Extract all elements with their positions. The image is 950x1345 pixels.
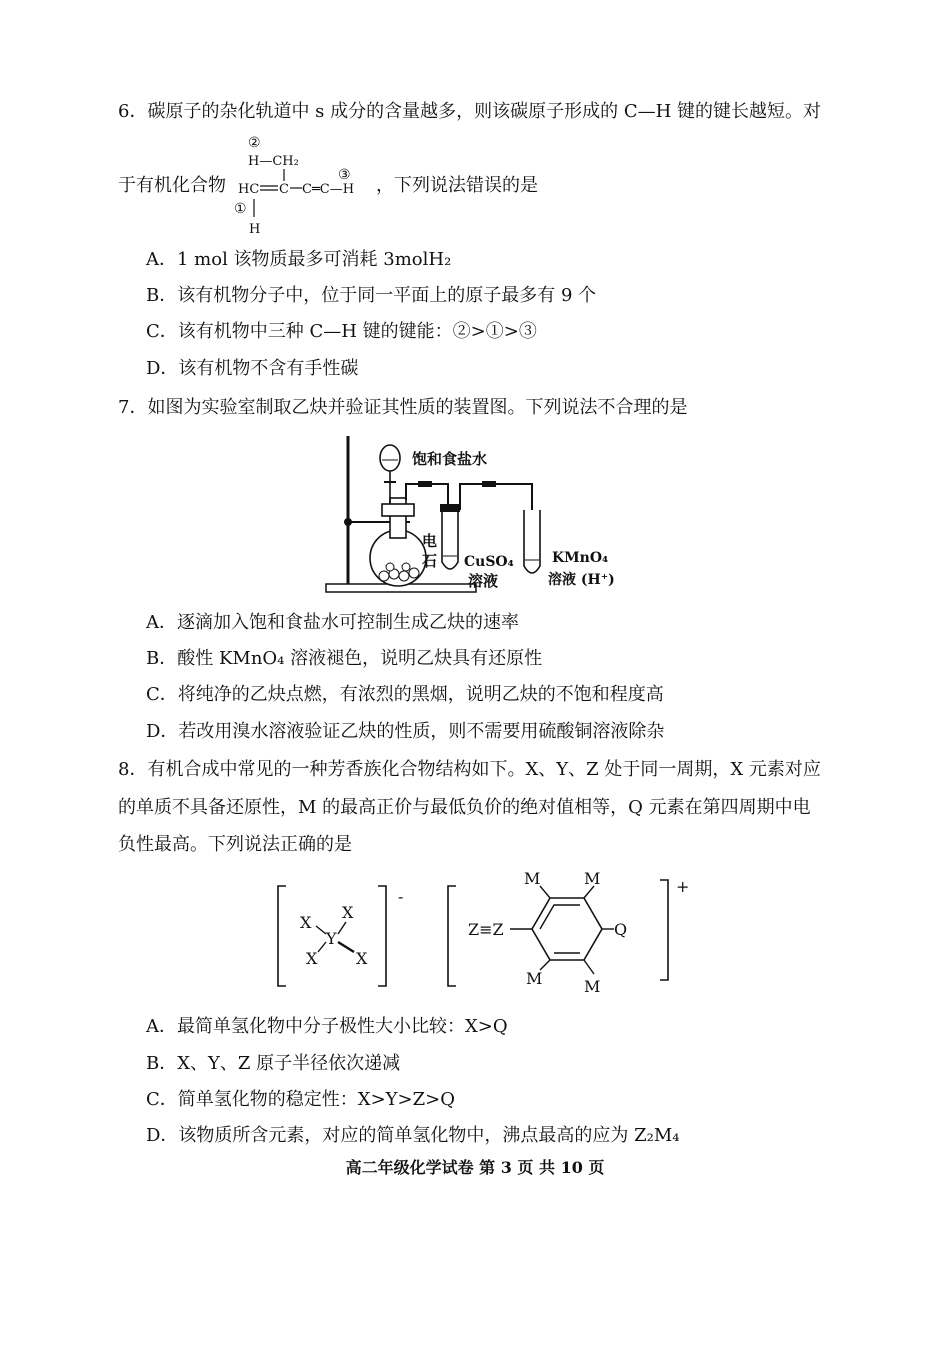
q6-c-triple: C═C—H (302, 182, 355, 197)
page-footer: 高二年级化学试卷 第 3 页 共 10 页 (345, 1158, 605, 1177)
anion-charge: - (398, 887, 404, 906)
q6-c: C (279, 182, 289, 197)
delivery-tube-2 (460, 484, 532, 560)
q7-option-b: B．酸性 KMnO₄ 溶液褪色，说明乙炔具有还原性 (146, 648, 543, 669)
q6-option-b: B．该有机物分子中，位于同一平面上的原子最多有 9 个 (146, 285, 597, 306)
q8-structure-diagram (270, 868, 700, 998)
rubber-joint-2 (482, 481, 496, 487)
anion-y: Y (326, 929, 337, 948)
anion-bracket-right (378, 886, 386, 986)
q6-option-c: C．该有机物中三种 C—H 键的键能：②>①>③ (146, 321, 537, 342)
q7-option-d: D．若改用溴水溶液验证乙炔的性质，则不需要用硫酸铜溶液除杂 (146, 721, 665, 742)
cation-m-4: M (584, 977, 601, 996)
label-tube2-2: 溶液 (H⁺) (548, 572, 615, 588)
label-flask-2: 石 (422, 552, 438, 570)
label-flask-1: 电 (422, 532, 438, 550)
rubber-joint-1 (418, 481, 432, 487)
q8-option-a: A．最简单氢化物中分子极性大小比较：X>Q (146, 1016, 508, 1037)
q6-stem-line1: 6．碳原子的杂化轨道中 s 成分的含量越多，则该碳原子形成的 C—H 键的键长越短。对 (118, 101, 822, 122)
cation-m-3: M (526, 969, 543, 988)
q7-option-a: A．逐滴加入饱和食盐水可控制生成乙炔的速率 (146, 612, 519, 633)
label-tube2-1: KMnO₄ (552, 550, 609, 566)
q8-stem-line2: 的单质不具备还原性，M 的最高正价与最低负价的绝对值相等，Q 元素在第四周期中电 (118, 797, 811, 818)
q7-option-c: C．将纯净的乙炔点燃，有浓烈的黑烟，说明乙炔的不饱和程度高 (146, 684, 664, 705)
anion-x-2: X (342, 903, 354, 922)
q8-stem-line1: 8．有机合成中常见的一种芳香族化合物结构如下。X、Y、Z 处于同一周期，X 元素对应 (118, 759, 821, 780)
benzene-ring (532, 898, 602, 960)
stand-clamp-joint (344, 518, 352, 526)
label-funnel: 饱和食盐水 (412, 450, 488, 468)
q6-option-d: D．该有机物不含有手性碳 (146, 358, 359, 379)
q6-stem-line2-after: ，下列说法错误的是 (376, 175, 538, 196)
cation-bracket-left (448, 886, 456, 986)
separatory-funnel (380, 445, 400, 471)
cation-m-1: M (524, 869, 541, 888)
test-tube-kmno4 (524, 510, 540, 573)
q6-circle-1: ① (234, 201, 247, 217)
cation-m-2: M (584, 869, 601, 888)
anion-x-4: X (356, 949, 368, 968)
cation-charge: + (676, 877, 690, 896)
anion-x-3: X (306, 949, 318, 968)
q8-option-c: C．简单氢化物的稳定性：X>Y>Z>Q (146, 1089, 455, 1110)
q6-stem-line2-before: 于有机化合物 (118, 175, 226, 196)
cation-z-triple-z: Z≡Z (468, 920, 504, 939)
q7-apparatus-diagram (320, 430, 640, 600)
cation-bracket-right (660, 880, 668, 980)
cation-q: Q (614, 920, 628, 939)
q8-option-b: B．X、Y、Z 原子半径依次递减 (146, 1053, 401, 1074)
label-tube1-2: 溶液 (468, 572, 499, 590)
q6-circle-3: ③ (338, 167, 351, 183)
q6-structure-diagram (234, 133, 374, 237)
q8-stem-line3: 负性最高。下列说法正确的是 (118, 834, 352, 855)
anion-x-1: X (300, 913, 312, 932)
q8-option-d: D．该物质所含元素，对应的简单氢化物中，沸点最高的应为 Z₂M₄ (146, 1125, 680, 1146)
anion-bracket-left (278, 886, 286, 986)
q7-stem: 7．如图为实验室制取乙炔并验证其性质的装置图。下列说法不合理的是 (118, 397, 688, 418)
flask-stopper (382, 504, 414, 516)
label-tube1-1: CuSO₄ (464, 554, 514, 570)
q6-circle-2: ② (248, 135, 261, 151)
q6-hc: HC (238, 182, 260, 197)
test-tube-cuso4 (442, 506, 458, 569)
q6-option-a: A．1 mol 该物质最多可消耗 3molH₂ (146, 249, 452, 270)
q6-h-ch2: H—CH₂ (248, 154, 299, 169)
q6-h: H (249, 222, 261, 237)
